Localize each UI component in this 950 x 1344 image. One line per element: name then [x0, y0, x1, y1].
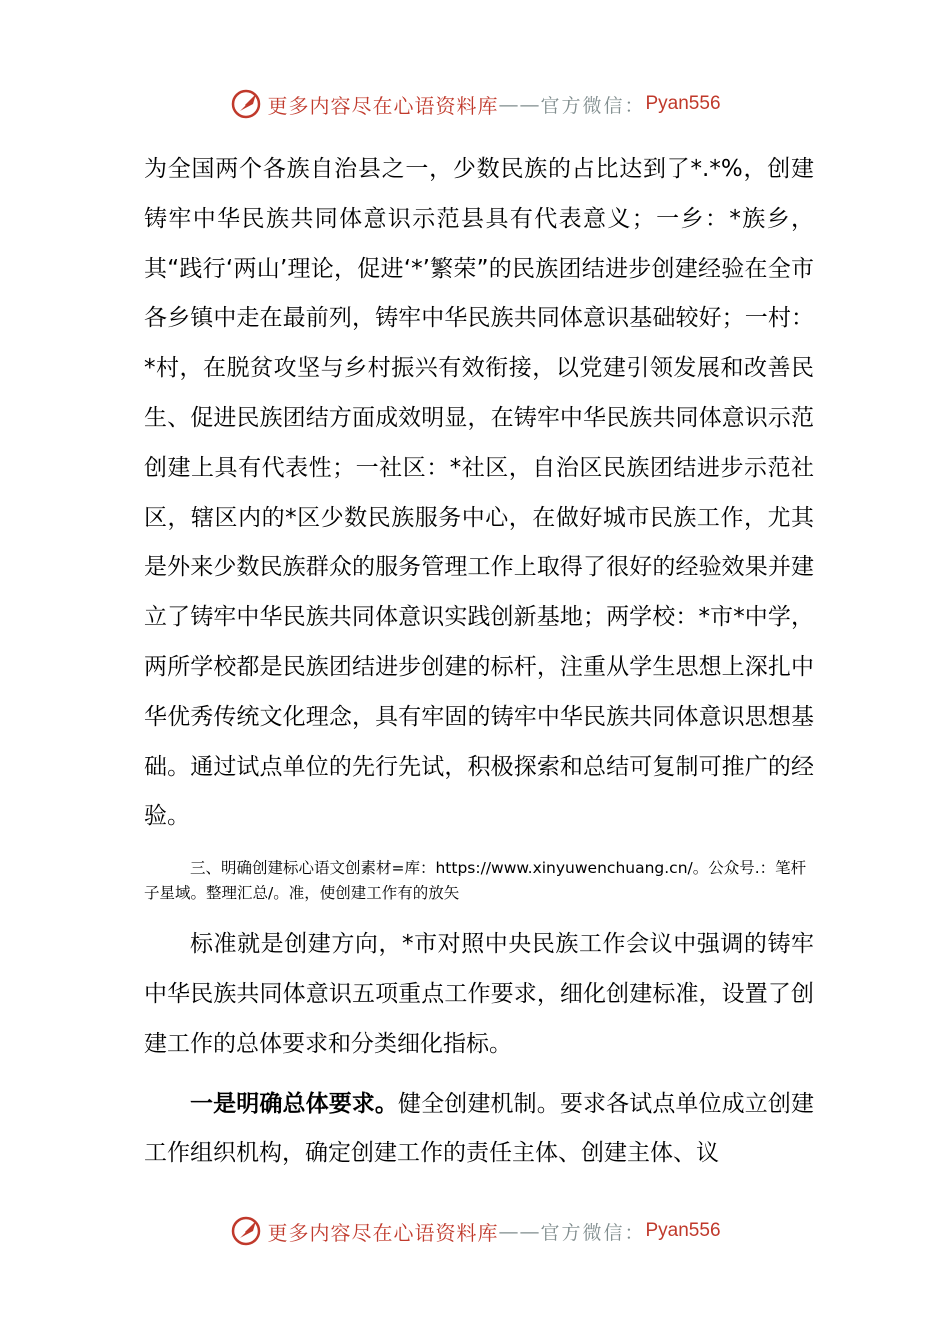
footer-wechat-label: 官方微信： — [540, 1221, 646, 1244]
header-banner — [0, 84, 950, 124]
banner-wechat-id: Pyan556 — [645, 93, 721, 114]
banner-wechat-label: 官方微信： — [540, 94, 646, 117]
section-heading: 三、明确创建标心语文创素材=库：https://www.xinyuwenchuang.cn/。公众号.：笔杆子星域。整理汇总/。准，使创建工作有的放矢 — [144, 859, 807, 903]
banner-site-text: 更多内容尽在心语资料库 — [267, 93, 499, 118]
footer-separator: —— — [498, 1219, 541, 1243]
paragraph-1: 为全国两个各族自治县之一，少数民族的占比达到了*.*%，创建铸牢中华民族共同体意识示范县具有代表意义；一乡：*族乡，其“践行‘两山’理论，促进‘*’繁荣”的民族团结进步创建经验在全市各乡镇中走在最前列，铸牢中华民族共同体意识基础较好；一村：*村，在脱贫攻坚与乡村振兴有效衔接，以党建引领发展和改善民生、促进民族团结方面成效明显，在铸牢中华民族共同体意识示范创建上具有代表性；一社区：*社区，自治区民族团结进步示范社区，辖区内的*区少数民族服务中心，在做好城市民族工作，尤其是外来少数民族群众的服务管理工作上取得了很好的经验效果并建立了铸牢中华民族共同体意识实践创新基地；两学校：*市*中学，两所学校都是民族团结进步创建的标杆，注重从学生思想上深扎中华优秀传统文化理念，具有牢固的铸牢中华民族共同体意识思想基础。通过试点单位的先行先试，积极探索和总结可复制可推广的经验。 — [144, 156, 814, 830]
footer-site-text: 更多内容尽在心语资料库 — [267, 1220, 499, 1245]
paragraph-3-text: 健全创建机制。要求各试点单位成立创建工作组织机构，确定创建工作的责任主体、创建主体、议 — [144, 1090, 815, 1167]
quill-logo-icon — [229, 1214, 263, 1248]
document-body — [144, 145, 814, 1179]
paragraph-3 — [144, 1080, 814, 1180]
quill-logo-icon — [229, 87, 263, 121]
banner-separator: —— — [498, 92, 541, 116]
paragraph-3-lead: 一是明确总体要求。 — [190, 1090, 399, 1117]
paragraph-2: 标准就是创建方向，*市对照中央民族工作会议中强调的铸牢中华民族共同体意识五项重点工作要求，细化创建标准，设置了创建工作的总体要求和分类细化指标。 — [144, 931, 814, 1057]
footer-wechat-id: Pyan556 — [645, 1220, 721, 1241]
footer-banner — [0, 1211, 950, 1251]
